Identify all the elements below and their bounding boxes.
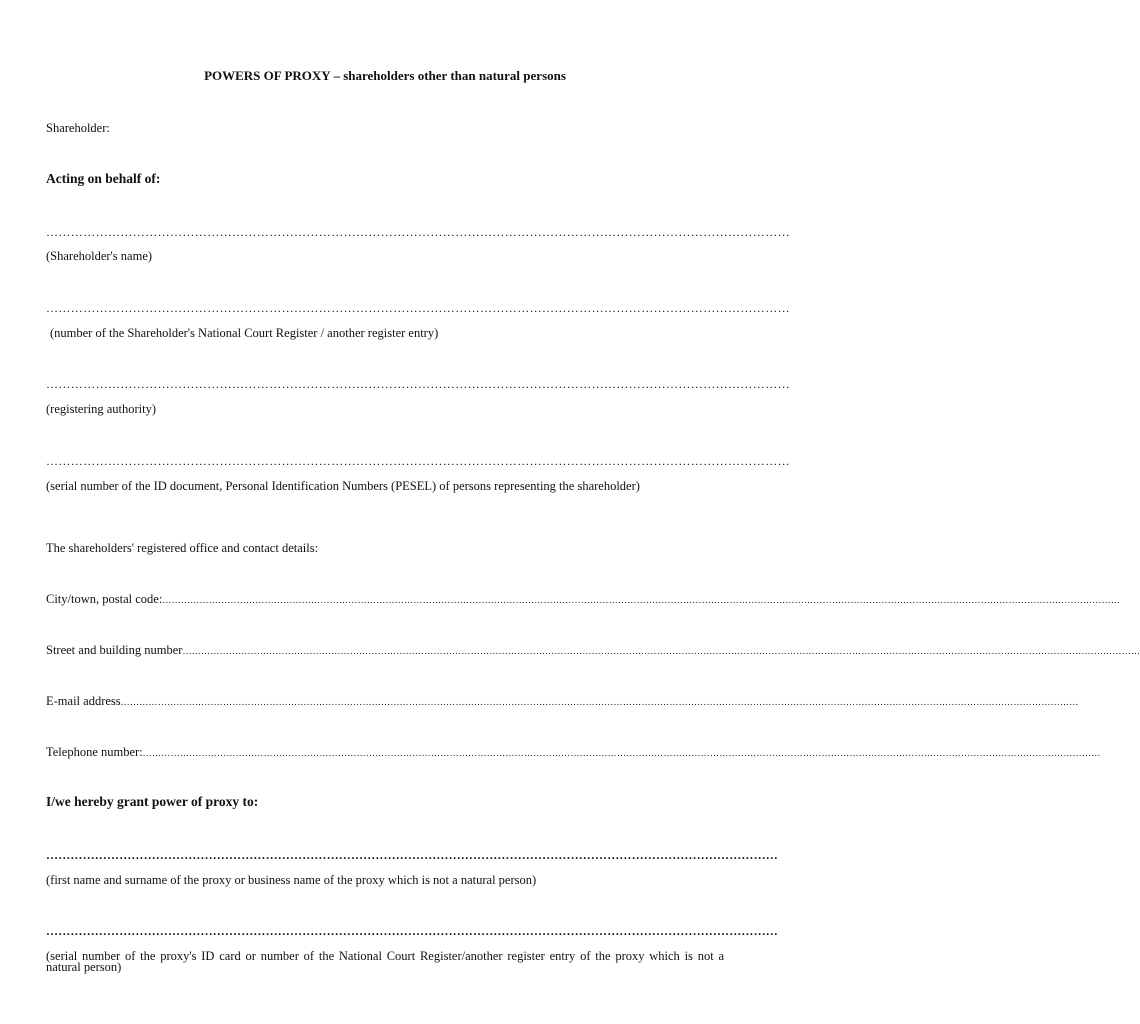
email-field[interactable] — [46, 694, 1079, 709]
street-label: Street and building number — [46, 643, 183, 657]
acting-on-behalf-heading: Acting on behalf of: — [46, 171, 161, 186]
shareholder-name-line[interactable]: ……………………………………………………………………………………………………………………………………………………………… — [46, 225, 790, 239]
telephone-dots[interactable]: ………………………………………………………………………………………………………………………………………………………………………………………………………………………………………………………………………………… — [142, 748, 1101, 758]
city-postal-field[interactable] — [46, 592, 1121, 607]
registering-authority-caption: (registering authority) — [46, 402, 157, 416]
street-dots[interactable]: ………………………………………………………………………………………………………………………………………………………………………………………………………………………………………………………………………………… — [182, 646, 1140, 656]
telephone-label: Telephone number: — [46, 745, 143, 759]
document-title: POWERS OF PROXY – shareholders other than natural persons — [204, 68, 566, 83]
shareholder-label: Shareholder: — [46, 121, 110, 135]
registered-office-heading: The shareholders' registered office and contact details: — [46, 541, 319, 555]
proxy-id-caption: (serial number of the proxy's ID card or number of the National Court Register/another register entry of the proxy which is not a natural person) — [46, 949, 724, 974]
grant-proxy-heading: I/we hereby grant power of proxy to: — [46, 794, 259, 809]
shareholder-name-caption: (Shareholder's name) — [46, 249, 153, 263]
proxy-name-line[interactable]: ……………………………………………………………………………………………………………………………………………………………… — [46, 848, 778, 862]
registering-authority-line[interactable]: ……………………………………………………………………………………………………………………………………………………………… — [46, 377, 790, 391]
street-field[interactable] — [46, 643, 1140, 658]
city-postal-label: City/town, postal code: — [46, 592, 163, 606]
city-postal-dots[interactable]: ………………………………………………………………………………………………………………………………………………………………………………………………………………………………………………………………………………… — [162, 595, 1121, 605]
id-document-line[interactable]: ……………………………………………………………………………………………………………………………………………………………… — [46, 454, 790, 468]
proxy-name-caption: (first name and surname of the proxy or business name of the proxy which is not a natural person) — [46, 873, 537, 887]
telephone-field[interactable] — [46, 745, 1101, 760]
register-number-caption: (number of the Shareholder's National Court Register / another register entry) — [50, 326, 439, 340]
email-label: E-mail address — [46, 694, 121, 708]
proxy-id-line[interactable]: ……………………………………………………………………………………………………………………………………………………………… — [46, 924, 778, 938]
id-document-caption: (serial number of the ID document, Personal Identification Numbers (PESEL) of persons representing the shareholder) — [46, 479, 640, 493]
email-dots[interactable]: ………………………………………………………………………………………………………………………………………………………………………………………………………………………………………………………………………………… — [120, 697, 1079, 707]
register-number-line[interactable]: ……………………………………………………………………………………………………………………………………………………………… — [46, 301, 790, 315]
